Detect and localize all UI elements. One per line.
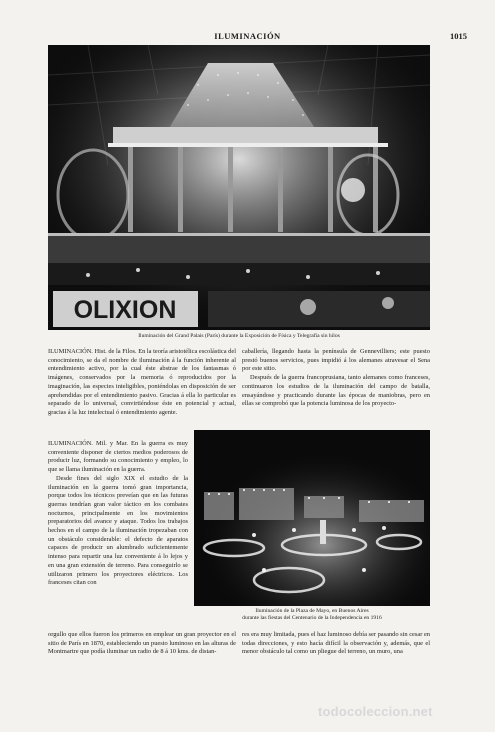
plaza-de-mayo-photo xyxy=(194,430,430,606)
watermark-logo: todocoleccion.net xyxy=(318,704,433,719)
bottom-text xyxy=(48,631,430,657)
paragraph-siglo-xix: Desde fines del siglo XIX el estudio de la iluminación en la guerra tomó gran importancia, porque todos los técnicos preveían que en las futuras guerras tendrían gran valor táctico en los combates nocturnos, principalmente en los movimientos preparatorios del avance y ataque. Todos los trabajos hechos en el campo de la iluminación tropezaban con un obstáculo considerable: el defecto de aparatos capaces de producir un alumbrado suficientemente intenso para repartir una luz conveniente á lo lejos y en una gran extensión de terreno. Para conseguirlo se utilizaron primero los proyectores eléctricos. Los franceses citan con xyxy=(48,474,188,587)
photo-sign-text: OLIXION xyxy=(73,296,177,324)
paragraph-militar: ILUMINACIÓN. Mil. y Mar. En la guerra es muy conveniente disponer de ciertos medios poderosos de producir luz, formando su conocimiento y empleo, lo que se llama iluminación en la guerra. xyxy=(48,440,188,474)
paragraph-filosofia: ILUMINACIÓN. Hist. de la Filos. En la teoría aristotélica escolástica del conocimiento, se da el nombre de iluminación á la función inherente al entendimiento activo, por la cual éste abstrae de los fantasmas ó imágenes, conservados por la memoria ó reproducidos por la imaginación, las especies inteligibles, poniéndolas en disposición de ser aprehendidas por el entendimiento pasivo. Gracias á ella lo particular es separado de lo universal, convirtiéndose éste en potencial y actual, gracias á la luz intelectual ó entendimiento agente. xyxy=(48,348,236,416)
page-number: 1015 xyxy=(450,31,467,41)
paragraph-francoprusiana: Después de la guerra francoprusiana, tanto alemanes como franceses, continuaron los estudios de la iluminación del campo de batalla, ensayándose y practicando durante las épocas de maniobras, pero en ellas se comprobó que la potencia luminosa de los proyecto- xyxy=(242,374,430,408)
grand-palais-photo xyxy=(48,45,430,330)
figure1-caption: Iluminación del Grand Palais (París) durante la Exposición de Física y Telegrafía sin hilos xyxy=(138,333,340,339)
paragraph-montmartre: orgullo que ellos fueron los primeros en emplear un gran proyector en el sitio de París en 1870, estableciendo un puesto luminoso en las alturas de Montmartre que podía iluminar un radio de 8 á 10 kms. de distan- xyxy=(48,631,236,656)
figure2-caption xyxy=(194,608,430,623)
paragraph-haz-luminoso: res era muy limitada, pues el haz luminoso debía ser pasando sin cesar en todas direcciones, y esto hacía difícil la observación y, además, que el menor obstáculo tal como un pliegue del terreno, un muro, una xyxy=(242,631,430,656)
figure2-caption-line1: Iluminación de la Plaza de Mayo, en Buenos Aires xyxy=(255,608,369,614)
figure2-caption-line2: durante las fiestas del Centenario de la Independencia en 1916 xyxy=(242,615,382,622)
paragraph-gennevilliers: caballería, llegando hasta la península de Gennevilliers; este puesto prestó buenos servicios, pues impidió á los alemanes atravesar el Sena por este sitio. xyxy=(242,348,430,373)
page-header-title: ILUMINACIÓN xyxy=(214,31,281,41)
left-column-top xyxy=(48,348,236,418)
narrow-column xyxy=(48,440,188,588)
right-column-top xyxy=(242,348,430,409)
